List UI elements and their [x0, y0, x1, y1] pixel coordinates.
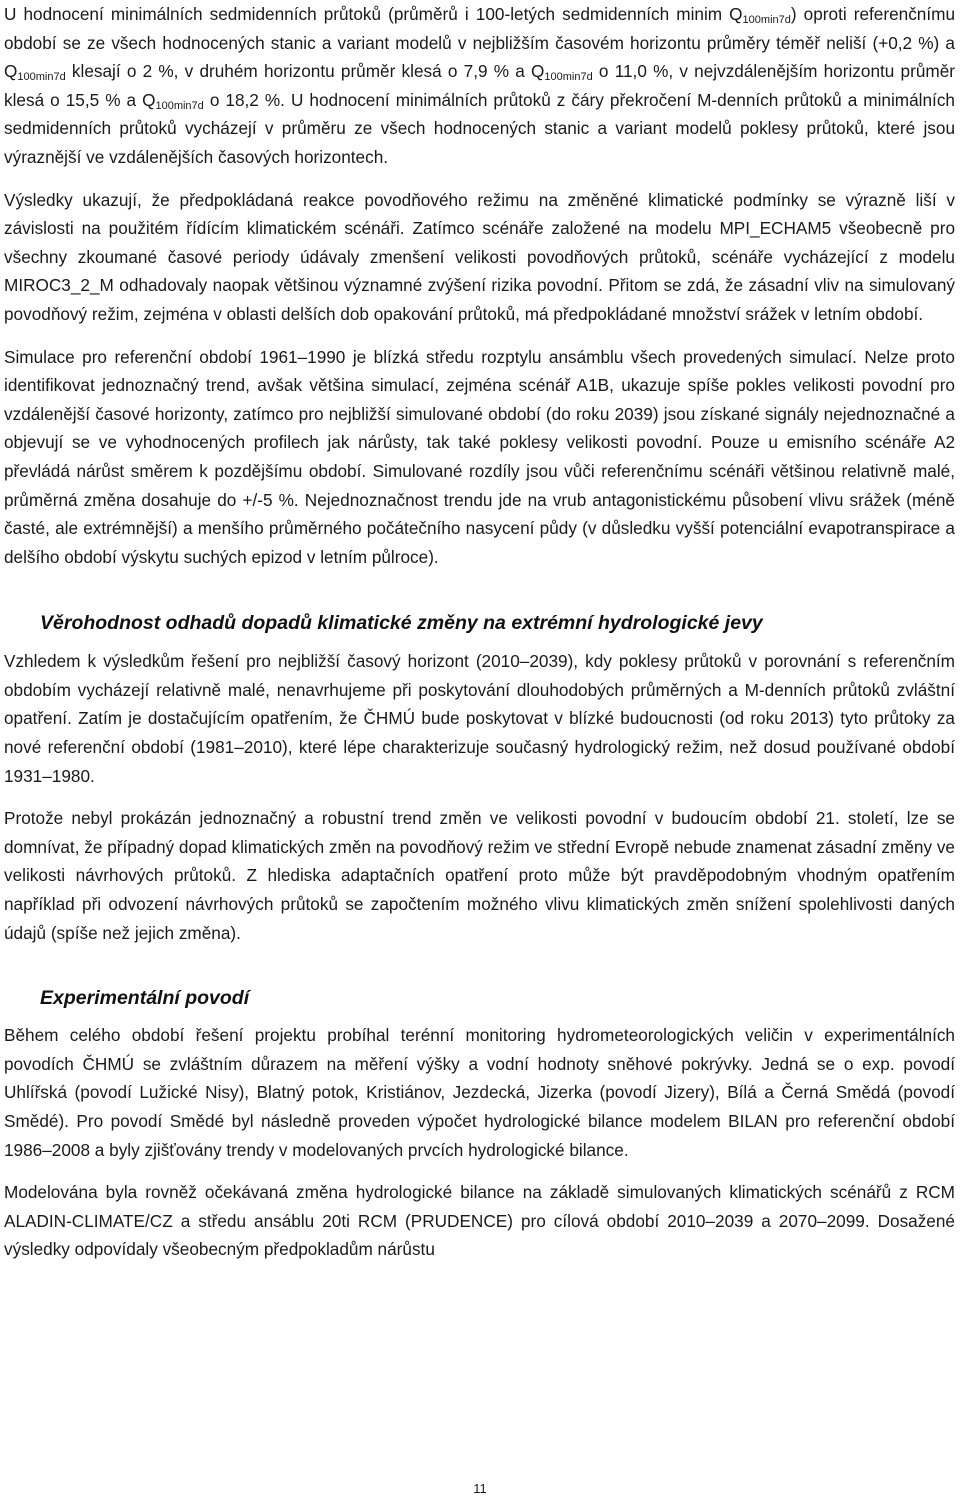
document-body	[4, 0, 955, 1264]
subscript: 100min7d	[742, 14, 791, 26]
subscript: 100min7d	[17, 71, 66, 84]
paragraph-simulation-reference: Simulace pro referenční období 1961–1990 je blízká středu rozptylu ansámblu všech provedených simulací. Nelze proto identifikovat jednoznačný trend, avšak většina simulací, zejména scénář A1B, ukazuje spíše pokles velikosti povodní pro vzdálenější časové horizonty, zatímco pro nejbližší simulované období (do roku 2039) jsou získané signály nejednoznačné a objevují se ve vyhodnocených profilech jak nárůsty, tak také poklesy velikosti povodní. Pouze u emisního scénáře A2 převládá nárůst směrem k pozdějšímu období. Simulované rozdíly jsou vůči referenčnímu scénáři většinou relativně malé, průměrná změna dosahuje do +/-5 %. Nejednoznačnost trendu jde na vrub antagonistickému působení vlivu srážek (méně časté, ale extrémnější) a menšího průměrného počátečního nasycení půdy (v důsledku vyšší potenciální evapotranspirace a delšího období výskytu suchých epizod v letním půlroce).	[4, 346, 955, 567]
paragraph-nearest-horizon: Vzhledem k výsledkům řešení pro nejbližší časový horizont (2010–2039), kdy poklesy průtoků v porovnání s referenčním obdobím vycházejí relativně malé, nenavrhujeme při poskytování dlouhodobých průměrných a M-denních průtoků zvláštní opatření. Zatím je dostačujícím opatřením, že ČHMÚ bude poskytovat v blízké budoucnosti (od roku 2013) tyto průtoky za nové referenční období (1981–2010), které lépe charakterizuje současný hydrologický režim, než dosud používané období 1931–1980.	[4, 651, 955, 786]
text-run: o 11,0 %, v nejvzdálenějším horizontu průměr klesá o 15,5 % a Q	[4, 61, 955, 110]
section-heading-experimental-basins: Experimentální povodí	[40, 987, 250, 1010]
paragraph-monitoring: Během celého období řešení projektu probíhal terénní monitoring hydrometeorologických veličin v experimentálních povodích ČHMÚ se zvláštním důrazem na měření výšky a vodní hodnoty sněhové pokrývky. Jedná se o exp. povodí Uhlířská (povodí Lužické Nisy), Blatný potok, Kristiánov, Jezdecká, Jizerka (povodí Jizery), Bílá a Černá Smědá (povodí Smědé). Pro povodí Smědé byl následně proveden výpočet hydrologické bilance modelem BILAN pro referenční období 1986–2008 a byly zjišťovány trendy v modelovaných prvcích hydrologické bilance.	[4, 1025, 955, 1160]
page-number: 11	[473, 1481, 487, 1496]
text-run: klesají o 2 %, v druhém horizontu průměr klesá o 7,9 % a Q	[65, 61, 545, 82]
subscript: 100min7d	[155, 99, 204, 112]
paragraph-flood-regime: Výsledky ukazují, že předpokládaná reakce povodňového režimu na změněné klimatické podmínky se výrazně liší v závislosti na použitém řídícím klimatickém scénáři. Zatímco scénáře založené na modelu MPI_ECHAM5 všeobecně pro všechny zkoumané časové periody údávaly zmenšení velikosti povodňových průtoků, scénáře vycházející z modelu MIROC3_2_M odhadovaly naopak většinou významné zvýšení rizika povodní. Přitom se zdá, že zásadní vliv na simulovaný povodňový režim, zejména v oblasti delších dob opakování průtoků, má předpokládané množství srážek v letním období.	[4, 189, 955, 324]
paragraph-modelling: Modelována byla rovněž očekávaná změna hydrologické bilance na základě simulovaných klimatických scénářů z RCM ALADIN-CLIMATE/CZ a středu ansáblu 20ti RCM (PRUDENCE) pro cílová období 2010–2039 a 2070–2099. Dosažené výsledky odpovídaly všeobecným předpokladům nárůstu	[4, 1182, 955, 1260]
text-run: U hodnocení minimálních sedmidenních průtoků (průměrů i 100-letých sedmidenních minim Q	[4, 4, 743, 24]
text-run: ) oproti referenčnímu období se ze všech hodnocených stanic a variant modelů v nejbližším časovém horizontu průměry téměř neliší (+0,2 %) a Q	[4, 4, 956, 82]
paragraph-minimum-flows	[4, 0, 955, 172]
paragraph-no-robust-trend: Protože nebyl prokázán jednoznačný a robustní trend změn ve velikosti povodní v budoucím období 21. století, lze se domnívat, že případný dopad klimatických změn na povodňový režim ve střední Evropě nebude znamenat zásadní změny ve velikosti návrhových průtoků. Z hlediska adaptačních opatření proto může být pravděpodobným vhodným opatřením například při odvození návrhových průtoků se započtením možného vlivu klimatických změn snížení spolehlivosti daných údajů (spíše než jejich změna).	[4, 808, 955, 943]
text-run: o 18,2 %. U hodnocení minimálních průtoků z čáry překročení M-denních průtoků a minimálních sedmidenních průtoků vycházejí v průměru ze všech hodnocených stanic a variant modelů poklesy průtoků, které jsou výraznější ve vzdálenějších časových horizontech.	[4, 89, 955, 167]
section-heading-reliability: Věrohodnost odhadů dopadů klimatické změny na extrémní hydrologické jevy	[40, 612, 763, 635]
subscript: 100min7d	[544, 71, 593, 84]
